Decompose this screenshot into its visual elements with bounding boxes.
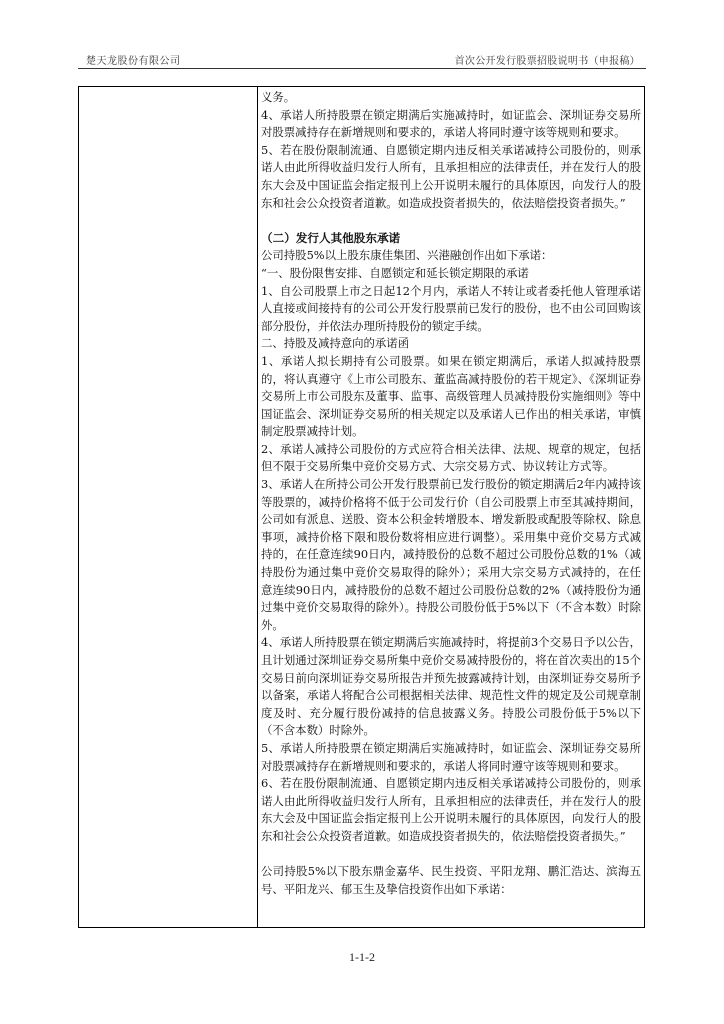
paragraph: 2、承诺人减持公司股份的方式应符合相关法律、法规、规章的规定，包括但不限于交易所集中竞价交易方式、大宗交易方式、协议转让方式等。 — [261, 441, 641, 474]
header-divider — [78, 68, 646, 69]
page-number: 1-1-2 — [349, 950, 375, 964]
paragraph: 公司持股5%以上股东康佳集团、兴港融创作出如下承诺： — [261, 248, 553, 263]
paragraph: 义务。 — [261, 90, 296, 104]
paragraph: 1、自公司股票上市之日起12个月内，承诺人不转让或者委托他人管理承诺人直接或间接持有的公司公开发行股票前已发行的股份，也不由公司回购该部分股份，并依法办理所持股份的锁定手续。 — [261, 283, 641, 333]
header-company-name: 楚天龙股份有限公司 — [86, 56, 181, 67]
paragraph: 3、承诺人在所持公司公开发行股票前已发行股份的锁定期满后2年内减持该等股票的，减持价格将不低于公司发行价（自公司股票上市至其减持期间，公司如有派息、送股、资本公积金转增股本、增发新股或配股等除权、除息事项，减持价格下限和股份数将相应进行调整）。采用集中竞价交易方式减持的，在任意连续90日内，减持股份的总数不超过公司股份总数的1%（减持股份为通过集中竞价交易取得的除外）；采用大宗交易方式减持的，在任意连续90日内，减持股份的总数不超过公司股份总数的2%（减持股份为通过集中竞价交易取得的除外）。持股公司股份低于5%以下（不含本数）时除外。 — [261, 477, 641, 632]
header-document-title: 首次公开发行股票招股说明书（申报稿） — [454, 56, 640, 67]
paragraph: 4、承诺人所持股票在锁定期满后实施减持时，将提前3个交易日予以公告，且计划通过深圳证券交易所集中竞价交易减持股份的，将在首次卖出的15个交易日前向深圳证券交易所报告并预先披露减持计划，由深圳证券交易所予以备案，承诺人将配合公司根据相关法律、规范性文件的规定及公司规章制度及时、充分履行股份减持的信息披露义务。持股公司股份低于5%以下（不含本数）时除外。 — [261, 635, 641, 738]
spacer — [261, 212, 641, 230]
page-header — [78, 52, 646, 68]
paragraph: 6、若在股份限制流通、自愿锁定期内违反相关承诺减持公司股份的，则承诺人由此所得收益归发行人所有，且承担相应的法律责任，并在发行人的股东大会及中国证监会指定报刊上公开说明未履行的具体原因，向发行人的股东和社会公众投资者道歉。如造成投资者损失的，依法赔偿投资者损失。” — [261, 776, 641, 843]
spacer — [261, 846, 641, 864]
paragraph: 5、若在股份限制流通、自愿锁定期内违反相关承诺减持公司股份的，则承诺人由此所得收益归发行人所有，且承担相应的法律责任，并在发行人的股东大会及中国证监会指定报刊上公开说明未履行的具体原因，向发行人的股东和社会公众投资者道歉。如造成投资者损失的，依法赔偿投资者损失。” — [261, 142, 641, 210]
paragraph: 5、承诺人所持股票在锁定期满后实施减持时，如证监会、深圳证券交易所对股票减持存在新增规则和要求的，承诺人将同时遵守该等规则和要求。 — [261, 740, 641, 773]
commitment-table — [78, 86, 645, 928]
section-heading: （二）发行人其他股东承诺 — [261, 230, 401, 245]
table-column-divider — [257, 87, 258, 927]
paragraph: 二、持股及减持意向的承诺函 — [261, 336, 410, 351]
table-content-cell — [261, 89, 641, 898]
paragraph: 1、承诺人拟长期持有公司股票。如果在锁定期满后，承诺人拟减持股票的，将认真遵守《上市公司股东、董监高减持股份的若干规定》、《深圳证券交易所上市公司股东及董事、监事、高级管理人员减持股份实施细则》等中国证监会、深圳证券交易所的相关规定以及承诺人已作出的相关承诺，审慎制定股票减持计划。 — [261, 353, 641, 439]
paragraph: “一、股份限售安排、自愿锁定和延长锁定期限的承诺 — [261, 265, 529, 280]
paragraph: 公司持股5%以下股东鼎金嘉华、民生投资、平阳龙翔、鹏汇浩达、滨海五号、平阳龙兴、郁玉生及挚信投资作出如下承诺： — [261, 864, 641, 896]
paragraph: 4、承诺人所持股票在锁定期满后实施减持时，如证监会、深圳证券交易所对股票减持存在新增规则和要求的，承诺人将同时遵守该等规则和要求。 — [261, 107, 641, 140]
